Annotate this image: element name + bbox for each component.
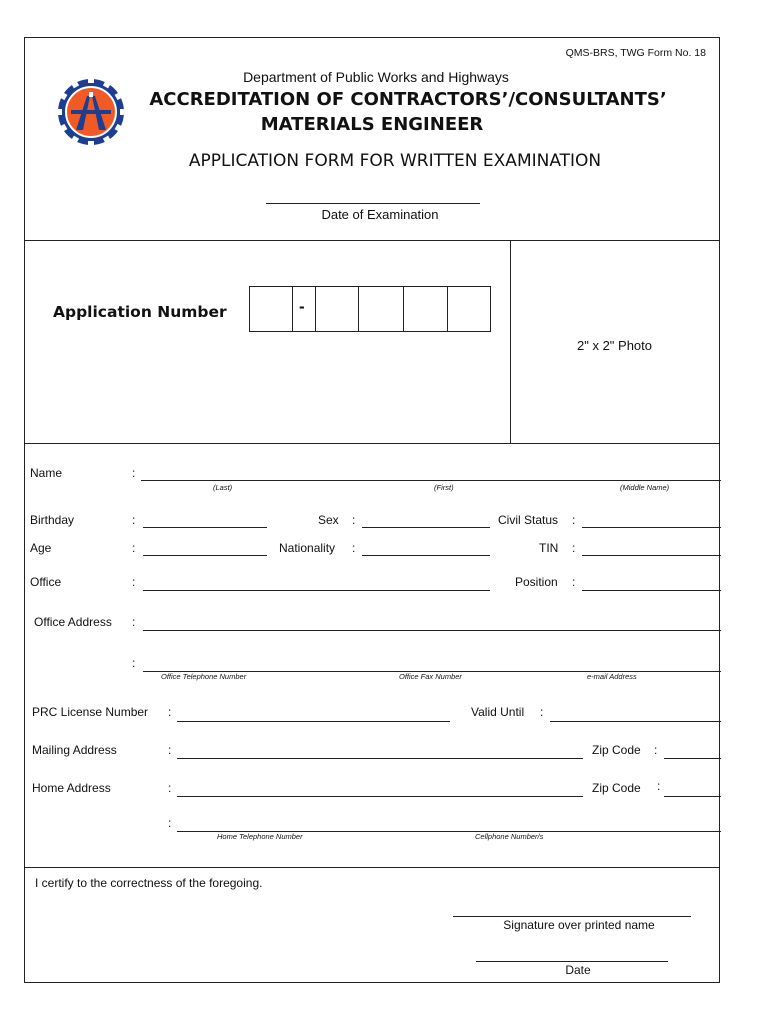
colon: :: [132, 466, 136, 480]
last-name-caption: (Last): [213, 483, 233, 492]
colon: :: [132, 513, 136, 527]
colon: :: [657, 779, 661, 793]
exam-date-line[interactable]: [266, 203, 480, 204]
colon: :: [654, 743, 658, 757]
home-address-input-line[interactable]: [177, 796, 583, 797]
mailing-zip-label: Zip Code: [592, 743, 641, 757]
home-telephone-caption: Home Telephone Number: [217, 832, 303, 841]
age-label: Age: [30, 541, 52, 555]
office-fax-caption: Office Fax Number: [399, 672, 462, 681]
colon: :: [572, 575, 576, 589]
app-number-dash: -: [299, 297, 305, 316]
title-line-2: MATERIALS ENGINEER: [260, 114, 484, 135]
civil-status-input-line[interactable]: [582, 527, 721, 528]
civil-status-label: Civil Status: [498, 513, 559, 527]
colon: :: [168, 816, 172, 830]
position-input-line[interactable]: [582, 590, 721, 591]
valid-until-label: Valid Until: [471, 705, 525, 719]
exam-date-label: Date of Examination: [321, 207, 439, 222]
form-frame: [24, 37, 720, 983]
age-input-line[interactable]: [143, 555, 267, 556]
email-caption: e-mail Address: [587, 672, 637, 681]
colon: :: [352, 513, 356, 527]
app-number-box-5[interactable]: [447, 286, 491, 332]
section-divider: [24, 443, 720, 444]
department-name: Department of Public Works and Highways: [243, 69, 509, 85]
colon: :: [540, 705, 544, 719]
birthday-label: Birthday: [30, 513, 75, 527]
colon: :: [572, 513, 576, 527]
form-subtitle: APPLICATION FORM FOR WRITTEN EXAMINATION: [188, 151, 602, 171]
date-label: Date: [565, 963, 591, 977]
office-address-input-line[interactable]: [143, 630, 721, 631]
form-number: QMS-BRS, TWG Form No. 18: [565, 47, 706, 59]
prc-license-input-line[interactable]: [177, 721, 450, 722]
colon: :: [132, 656, 136, 670]
home-address-label: Home Address: [32, 781, 111, 795]
name-label: Name: [30, 466, 63, 480]
first-name-caption: (First): [434, 483, 454, 492]
app-number-box-2[interactable]: [315, 286, 359, 332]
office-address-label: Office Address: [34, 615, 112, 629]
sex-input-line[interactable]: [362, 527, 490, 528]
app-number-box-1[interactable]: [249, 286, 293, 332]
mailing-address-input-line[interactable]: [177, 758, 583, 759]
prc-license-label: PRC License Number: [32, 705, 149, 719]
dpwh-seal-icon: [52, 76, 130, 148]
date-line[interactable]: [476, 961, 668, 962]
photo-label: 2" x 2" Photo: [577, 338, 652, 353]
colon: :: [352, 541, 356, 555]
sex-label: Sex: [318, 513, 339, 527]
mailing-zip-input-line[interactable]: [664, 758, 721, 759]
colon: :: [132, 615, 136, 629]
mailing-address-label: Mailing Address: [32, 743, 117, 757]
colon: :: [168, 781, 172, 795]
colon: :: [168, 743, 172, 757]
cellphone-caption: Cellphone Number/s: [475, 832, 544, 841]
colon: :: [168, 705, 172, 719]
colon: :: [572, 541, 576, 555]
office-telephone-caption: Office Telephone Number: [161, 672, 247, 681]
title-line-1: ACCREDITATION OF CONTRACTORS’/CONSULTANTS’: [149, 89, 667, 110]
tin-input-line[interactable]: [582, 555, 721, 556]
valid-until-input-line[interactable]: [550, 721, 721, 722]
middle-name-caption: (Middle Name): [620, 483, 670, 492]
office-label: Office: [30, 575, 62, 589]
section-divider: [24, 867, 720, 868]
nationality-input-line[interactable]: [362, 555, 490, 556]
position-label: Position: [515, 575, 558, 589]
birthday-input-line[interactable]: [143, 527, 267, 528]
nationality-label: Nationality: [279, 541, 336, 555]
home-zip-input-line[interactable]: [664, 796, 721, 797]
signature-line[interactable]: [453, 916, 691, 917]
home-zip-label: Zip Code: [592, 781, 641, 795]
certification-statement: I certify to the correctness of the foregoing.: [35, 876, 263, 890]
app-number-box-3[interactable]: [358, 286, 404, 332]
signature-label: Signature over printed name: [503, 918, 655, 932]
colon: :: [132, 541, 136, 555]
office-input-line[interactable]: [143, 590, 490, 591]
tin-label: TIN: [539, 541, 559, 555]
application-number-label: Application Number: [53, 303, 227, 321]
app-number-box-4[interactable]: [403, 286, 448, 332]
name-input-line[interactable]: [141, 480, 721, 481]
colon: :: [132, 575, 136, 589]
